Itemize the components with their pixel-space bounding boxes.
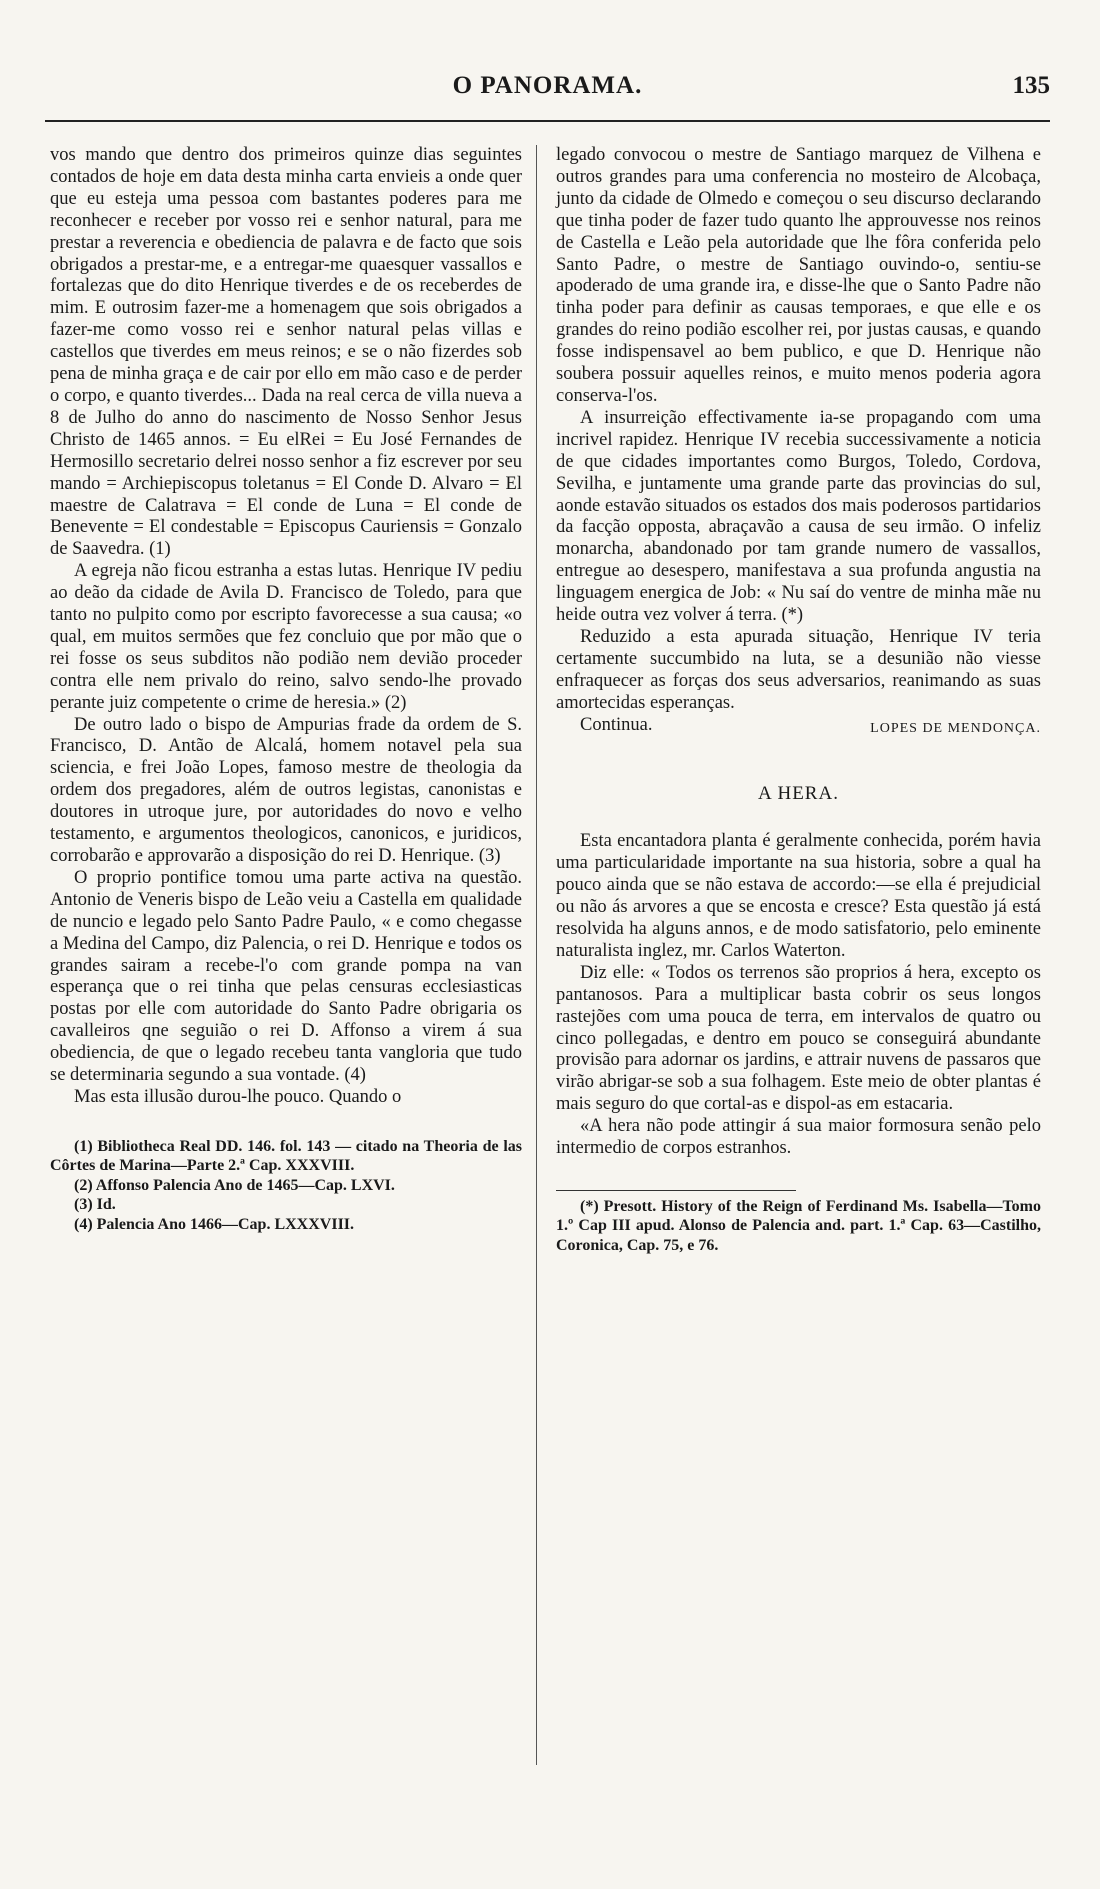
- footnote: (2) Affonso Palencia Ano de 1465—Cap. LXVI.: [74, 1176, 395, 1194]
- footnote: (*) Presott. History of the Reign of Ferdinand Ms. Isabella—Tomo 1.º Cap III apud. Alonso de Palencia and. part. 1.ª Cap. 63—Castilho, Coronica, Cap. 75, e 76.: [556, 1197, 1041, 1254]
- column-divider: [536, 145, 537, 1765]
- paragraph: vos mando que dentro dos primeiros quinze dias seguintes contados de hoje em data desta minha carta envieis a onde quer que eu esteja uma pessoa com bastantes poderes para me reconhecer e receber por vosso rei e senhor natural, para me prestar a reverencia e obediencia de palavra e de facto que sois obrigados a prestar-me, e a entregar-me quaesquer vassallos e fortalezas que do dito Henrique tiverdes e de os receberdes de mim. E outrosim fazer-me a homenagem que sois obrigados a fazer-me como vosso rei e senhor natural pelas villas e castellos que tiverdes em meus reinos; e se o não fizerdes sob pena de minha graça e de cair por ello em mão caso e de perder o corpo, e quanto tiverdes... Dada na real cerca de villa nueva a 8 de Julho do anno do nascimento de Nosso Senhor Jesus Christo de 1465 annos. = Eu elRei = Eu José Fernandes de Hermosillo secretario delrei nosso senhor a fiz escrever por seu mando = Archiepiscopus toletanus = El Conde D. Alvaro = El maestre de Calatrava = El conde de Luna = El conde de Benevente = El condestable = Episcopus Cauriensis = Gonzalo de Saavedra. (1): [50, 145, 522, 560]
- left-footnotes: [50, 1137, 522, 1235]
- left-column: [50, 145, 522, 1234]
- paragraph: Reduzido a esta apurada situação, Henrique IV teria certamente succumbido na luta, se a desunião não viesse enfraquecer as forças dos seus adversarios, reanimando as suas amortecidas esperanças.: [556, 626, 1041, 713]
- paragraph: A insurreição effectivamente ia-se propagando com uma incrivel rapidez. Henrique IV recebia successivamente a noticia de que cidades importantes como Burgos, Toledo, Cordova, Sevilha, e juntamente uma grande parte das provincias do sul, aonde estavão situados os estados dos mais poderosos partidarios da facção opposta, abraçavão a causa de seu irmão. O infeliz monarcha, abandonado por tam grande numero de vassallos, entregue ao desespero, manifestava a sua profunda angustia na linguagem energica de Job: « Nu saí do ventre de minha mãe nu heide outra vez volver á terra. (*): [556, 407, 1041, 626]
- paragraph: De outro lado o bispo de Ampurias frade da ordem de S. Francisco, D. Antão de Alcalá, homem notavel pela sua sciencia, e frei João Lopes, famoso mestre de theologia da ordem dos pregadores, além de outros legistas, canonistas e doutores in utroque jure, por autoridades do novo e velho testamento, e argumentos theologicos, canonicos, e juridicos, corrobarão e approvarão a disposição do rei D. Henrique. (3): [50, 714, 522, 866]
- paragraph: Mas esta illusão durou-lhe pouco. Quando o: [74, 1086, 402, 1107]
- paragraph: Esta encantadora planta é geralmente conhecida, porém havia uma particularidade importante na sua historia, sobre a qual ha pouco ainda que se não estava de accordo:—se ella é prejudicial ou não ás arvores a que se encosta e cresce? Esta questão já está resolvida ha alguns annos, e de modo satisfatorio, pelo eminente naturalista inglez, mr. Carlos Waterton.: [556, 831, 1041, 961]
- paragraph: O proprio pontifice tomou uma parte activa na questão. Antonio de Veneris bispo de Leão veiu a Castella em qualidade de nuncio e legado pelo Santo Padre Paulo, « e como chegasse a Medina del Campo, diz Palencia, o rei D. Henrique e todos os grandes sairam a recebe-l'o com grande pompa na van esperança que o rei tinha que pelas censuras ecclesiasticas postas por elle com autoridade do Santo Padre obrigaria os cavalleiros qne seguião o rei D. Affonso a virem á sua obediencia, de que o legado recebeu tanta vangloria que tudo se determinaria segundo a sua vontade. (4): [50, 867, 522, 1086]
- footnote: (4) Palencia Ano 1466—Cap. LXXXVIII.: [74, 1215, 355, 1233]
- paragraph: legado convocou o mestre de Santiago marquez de Vilhena e outros grandes para uma conferencia no mosteiro de Alcobaça, junto da cidade de Olmedo e começou o seu discurso declarando que tinha poder de fazer tudo quanto lhe approuvesse nos reinos de Castella e Leão pela autoridade que lhe fôra conferida pelo Santo Padre, o mestre de Santiago ouvindo-o, sentiu-se apoderado de uma grande ira, e disse-lhe que o Santo Padre não tinha poder para definir as causas temporaes, e que elle e os grandes do reino podião escolher rei, por justas causas, e quando fosse indispensavel ao bem publico, e que D. Henrique não soubera possuir aquelles reinos, e muito menos poderia agora conserva-l'os.: [556, 145, 1041, 406]
- footnote-rule: [556, 1190, 796, 1191]
- right-column: [556, 145, 1041, 1255]
- continua-label: Continua.: [580, 714, 653, 735]
- paragraph: A egreja não ficou estranha a estas lutas. Henrique IV pediu ao deão da cidade de Avila D. Francisco de Toledo, para que tanto no pulpito como por escripto favorecesse a sua causa; «o qual, em muitos sermões que fez concluio que por mão que o rei fosse os seus subditos não podião nem devião proceder contra elle nem privalo do reino, salvo sendo-lhe provado perante juiz competente o crime de heresia.» (2): [50, 561, 522, 713]
- footnote: (1) Bibliotheca Real DD. 146. fol. 143 — citado na Theoria de las Côrtes de Marina—Parte 2.ª Cap. XXXVIII.: [50, 1137, 522, 1175]
- footnote: (3) Id.: [74, 1196, 116, 1214]
- journal-title: O PANORAMA.: [452, 72, 643, 99]
- paragraph: «A hera não pode attingir á sua maior formosura senão pelo intermedio de corpos estranhos.: [556, 1116, 1041, 1159]
- header-rule: [45, 120, 1050, 122]
- right-footnotes: [556, 1190, 1041, 1256]
- signature-line: [556, 715, 1041, 740]
- page-number: 135: [1012, 72, 1050, 99]
- article-title: A HERA.: [758, 783, 839, 805]
- page-header: [45, 66, 1050, 108]
- author-name: LOPES DE MENDONÇA.: [870, 720, 1041, 736]
- paragraph: Diz elle: « Todos os terrenos são proprios á hera, excepto os pantanosos. Para a multiplicar basta cobrir os seus longos rastejões com uma pouca de terra, em intervalos de quatro ou cinco pollegadas, e dentro em pouco se conseguirá abundante provisão para adornar os jardins, e attrair nuvens de passaros que virão abrigar-se sob a sua folhagem. Este meio de obter plantas é mais seguro do que cortal-as e dispol-as em estacaria.: [556, 962, 1041, 1115]
